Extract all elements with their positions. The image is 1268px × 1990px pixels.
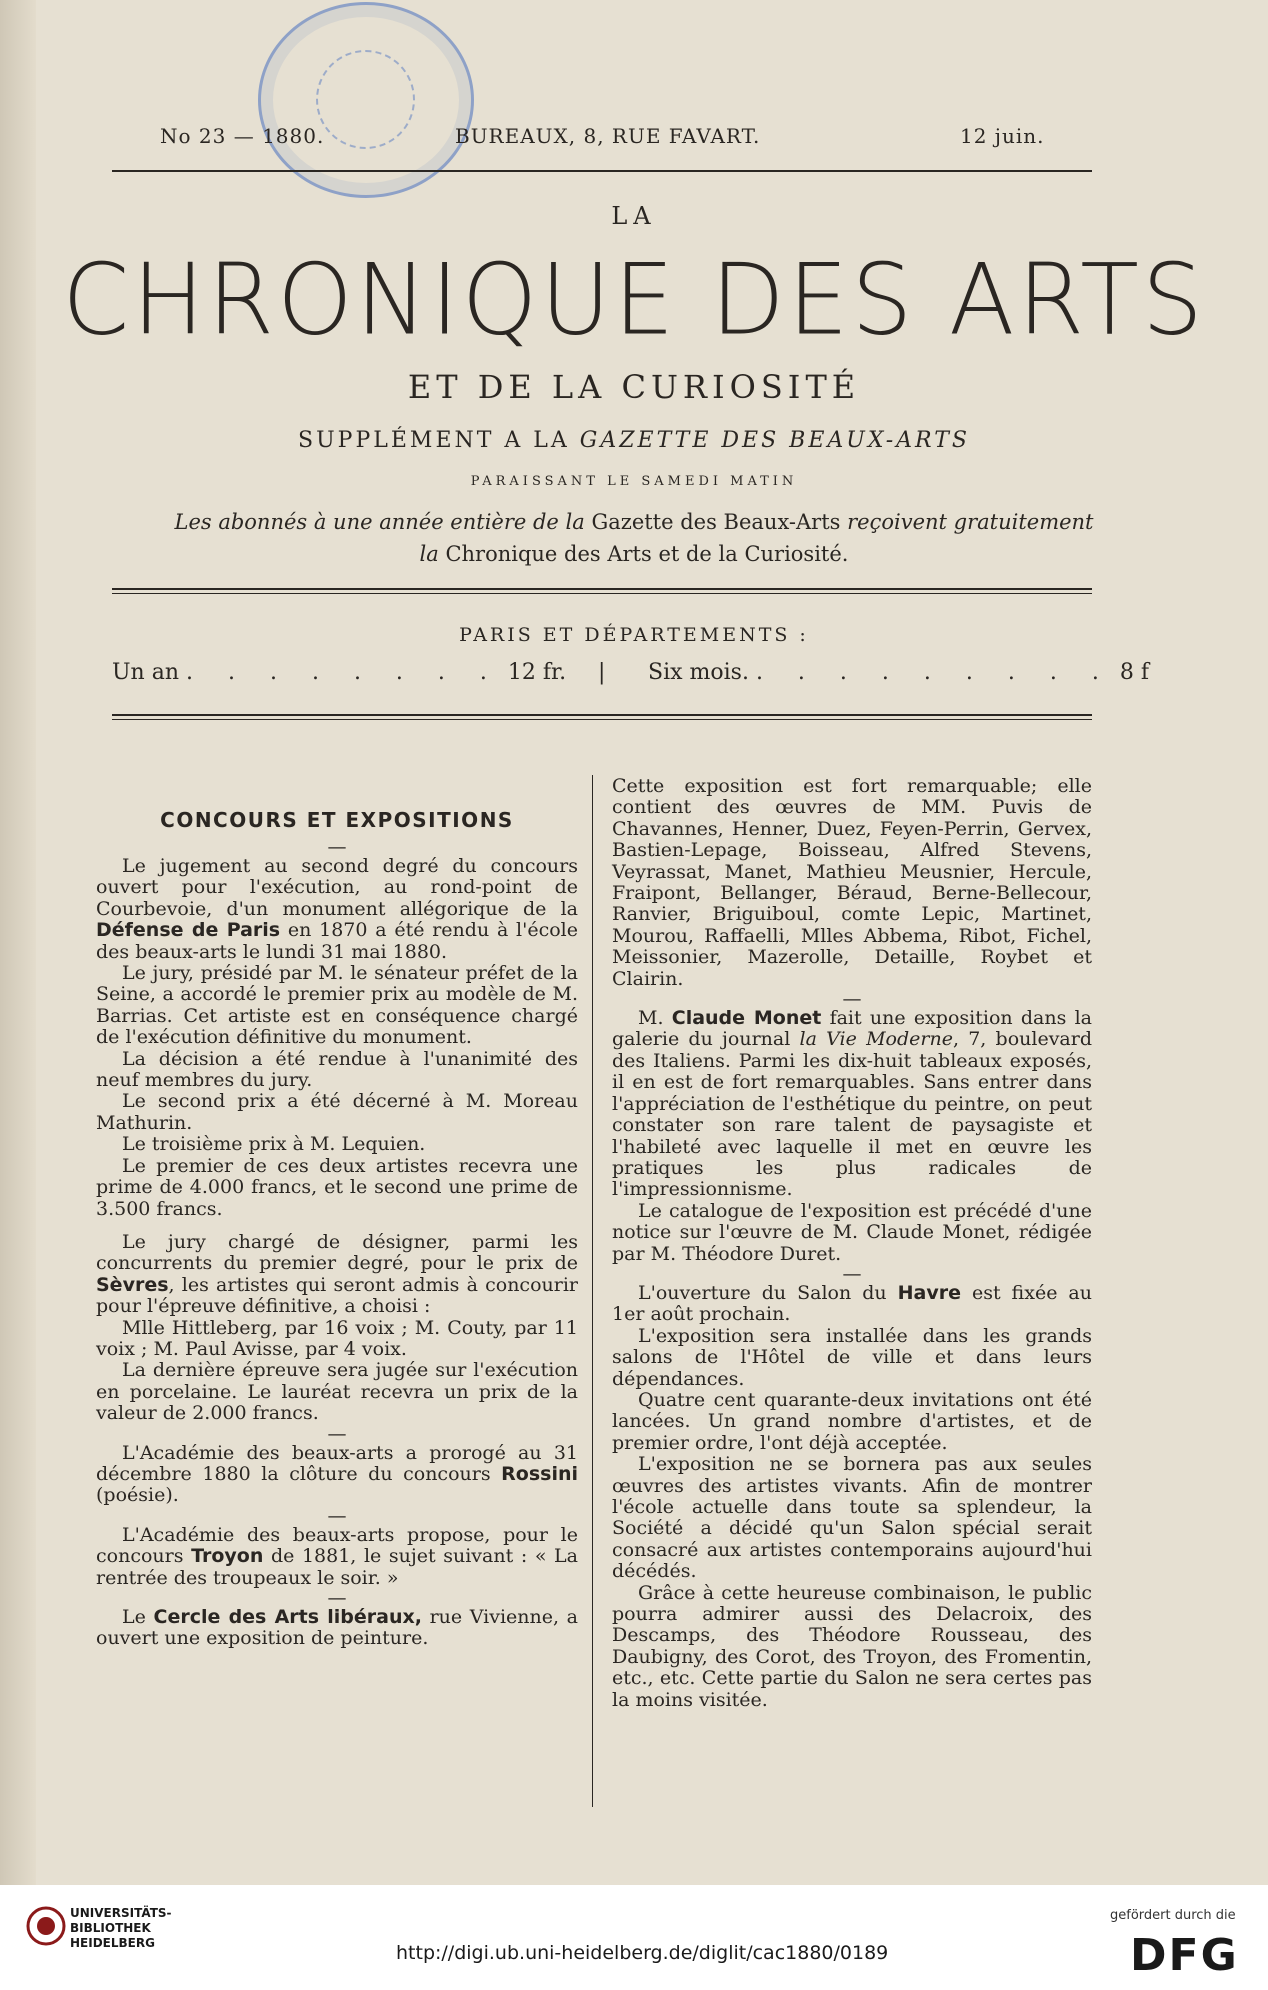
issue-number: No 23 — 1880. xyxy=(160,124,325,148)
masthead-rule-1 xyxy=(112,588,1092,590)
paraissant-line: PARAISSANT LE SAMEDI MATIN xyxy=(470,474,798,489)
paragraph-defense: Le jugement au second degré du concours ouvert pour l'exécution, au rond-point de Courbevoie, d'un monument allégorique de la Défense de Paris en 1870 a été rendu à l'école des beaux-arts le lundi 31 mai 1880. xyxy=(96,855,578,963)
separator-dash: — xyxy=(842,988,862,1011)
paragraph-cercle: Le Cercle des Arts libéraux, rue Vivienne, a ouvert une exposition de peinture. xyxy=(96,1606,579,1650)
subscription-half-price: 8 f xyxy=(1119,660,1149,685)
subscription-year-label: Un an xyxy=(112,660,179,685)
paragraph-combination: Grâce à cette heureuse combinaison, le public pourra admirer aussi des Delacroix, des Descamps, des Théodore Rousseau, des Daubigny, des Corot, des Troyon, des Fromentin, etc., etc. Cette partie du Salon ne sera certes pas la moins visitée. xyxy=(612,1581,1092,1711)
paragraph-votes: Mlle Hittleberg, par 16 voix ; M. Couty, par 11 voix ; M. Paul Avisse, par 4 voix. xyxy=(96,1316,578,1360)
subscription-half-dots: . . . . . . . . . xyxy=(755,660,1113,685)
paragraph-havre: L'ouverture du Salon du Havre est fixée au 1er août prochain. xyxy=(612,1281,1092,1326)
separator-dash: — xyxy=(842,1262,862,1285)
digitization-footer xyxy=(0,1885,1268,1990)
paragraph-jury: Le jury, présidé par M. le sénateur préfet de la Seine, a accordé le premier prix au modèle de M. Barrias. Cet artiste est en conséquence chargé de l'exécution définitive du monument. xyxy=(96,962,578,1049)
subscription-half-year xyxy=(648,660,1149,685)
supplement-prefix: SUPPLÉMENT A LA xyxy=(298,428,580,453)
subscription-year-price: 12 fr. xyxy=(507,660,567,685)
paragraph-porcelain: La dernière épreuve sera jugée sur l'exécution en porcelaine. Le lauréat recevra un prix de la valeur de 2.000 francs. xyxy=(96,1359,578,1425)
masthead-title: CHRONIQUE DES ARTS xyxy=(62,242,1206,358)
column-separator xyxy=(592,775,593,1807)
separator-dash: — xyxy=(327,1587,347,1609)
paragraph-invitations: Quatre cent quarante-deux invitations ont été lancées. Un grand nombre d'artistes, et de premier ordre, l'ont déjà acceptée. xyxy=(612,1388,1092,1454)
paragraph-sevres: Le jury chargé de désigner, parmi les concurrents du premier degré, pour le prix de Sèvres, les artistes qui seront admis à concourir pour l'épreuve définitive, a choisi : xyxy=(96,1230,578,1318)
library-stamp xyxy=(258,2,474,198)
masthead-rule-2 xyxy=(112,593,1092,594)
subscriber-note-2a: la xyxy=(419,542,439,566)
paragraph-second-prize: Le second prix a été décerné à M. Moreau Mathurin. xyxy=(96,1090,578,1134)
paragraph-exhibitors: Cette exposition est fort remarquable; elle contient des œuvres de MM. Puvis de Chavannes, Henner, Duez, Feyen-Perrin, Gervex, Bastien-Lepage, Boisseau, Alfred Stevens, Veyrassat, Manet, Mathieu Meusnier, Hercule, Fraipont, Bellanger, Béraud, Berne-Bellecour, Ranvier, Briguiboul, comte Lepic, Martinet, Mourou, Raffaelli, Mlles Abbema, Ribot, Fichel, Meissonier, Mazerolle, Detaille, Roybet et Clairin. xyxy=(612,775,1092,990)
subscription-heading: PARIS ET DÉPARTEMENTS : xyxy=(459,624,809,646)
paragraph-decision: La décision a été rendue à l'unanimité des neuf membres du jury. xyxy=(96,1047,578,1092)
paragraph-troyon: L'Académie des beaux-arts propose, pour le concours Troyon de 1881, le sujet suivant : « La rentrée des troupeaux le soir. » xyxy=(96,1523,578,1589)
university-seal-icon xyxy=(26,1906,66,1946)
paragraph-monet: M. Claude Monet fait une exposition dans la galerie du journal la Vie Moderne, 7, boulevard des Italiens. Parmi les dix-huit tableaux exposés, il en est de fort remarquables. Sans entrer dans l'appréciation de l'esthétique du peintre, on peut constater son rare talent de paysagiste et l'habileté avec laquelle il met en œuvre les pratiques les plus radicales de l'impressionnisme. xyxy=(612,1007,1093,1201)
masthead-subtitle: ET DE LA CURIOSITÉ xyxy=(407,368,861,406)
paragraph-primes: Le premier de ces deux artistes recevra une prime de 4.000 francs, et le second une prime de 3.500 francs. xyxy=(96,1154,578,1220)
dfg-logo: DFG xyxy=(1130,1930,1239,1981)
subscriber-note-2b: Chronique des Arts et de la Curiosité. xyxy=(438,542,849,566)
section-dash: — xyxy=(327,836,347,858)
right-column xyxy=(612,776,1092,1711)
supplement-line xyxy=(0,428,1268,453)
subscription-year xyxy=(112,660,566,685)
paragraph-third-prize: Le troisième prix à M. Lequien. xyxy=(122,1133,426,1156)
separator-dash: — xyxy=(327,1422,347,1445)
separator-dash: — xyxy=(327,1504,347,1527)
section-title: CONCOURS ET EXPOSITIONS xyxy=(160,808,514,832)
bureaux-address: BUREAUX, 8, RUE FAVART. xyxy=(455,124,761,148)
subscription-year-dots: . . . . . . . . xyxy=(186,660,501,685)
subscription-half-label: Six mois. xyxy=(648,660,749,685)
subscription-rule-1 xyxy=(112,714,1092,716)
subscriber-note-1a: Les abonnés à une année entière de la xyxy=(174,510,592,534)
issue-date: 12 juin. xyxy=(960,124,1045,148)
left-column xyxy=(96,838,578,1650)
university-name: UNIVERSITÄTS- BIBLIOTHEK HEIDELBERG xyxy=(70,1906,172,1950)
paragraph-installation: L'exposition sera installée dans les grands salons de l'Hôtel de ville et dans leurs dépendances. xyxy=(612,1324,1092,1390)
subscription-rule-2 xyxy=(112,719,1092,720)
funded-by-label: gefördert durch die xyxy=(1110,1908,1236,1923)
subscriber-note-1b: Gazette des Beaux-Arts xyxy=(591,510,841,534)
paragraph-catalogue: Le catalogue de l'exposition est précédé d'une notice sur l'œuvre de M. Claude Monet, rédigée par M. Théodore Duret. xyxy=(612,1199,1092,1265)
subscriber-note-1c: reçoivent gratuitement xyxy=(840,510,1094,534)
subscriber-note xyxy=(0,506,1268,570)
masthead-la: LA xyxy=(611,202,657,230)
paragraph-rossini: L'Académie des beaux-arts a prorogé au 31 décembre 1880 la clôture du concours Rossini (poésie). xyxy=(96,1441,578,1507)
subscription-separator: | xyxy=(598,660,606,685)
header-rule xyxy=(112,170,1092,172)
supplement-gazette: GAZETTE DES BEAUX-ARTS xyxy=(579,428,970,453)
paragraph-living-artists: L'exposition ne se bornera pas aux seules œuvres des artistes vivants. Afin de montrer l'école actuelle dans toute sa splendeur, la Société a décidé qu'un Salon spécial serait consacré aux artistes contemporains aujourd'hui décédés. xyxy=(612,1453,1092,1583)
source-url-link[interactable]: http://digi.ub.uni-heidelberg.de/diglit/cac1880/0189 xyxy=(396,1942,889,1964)
